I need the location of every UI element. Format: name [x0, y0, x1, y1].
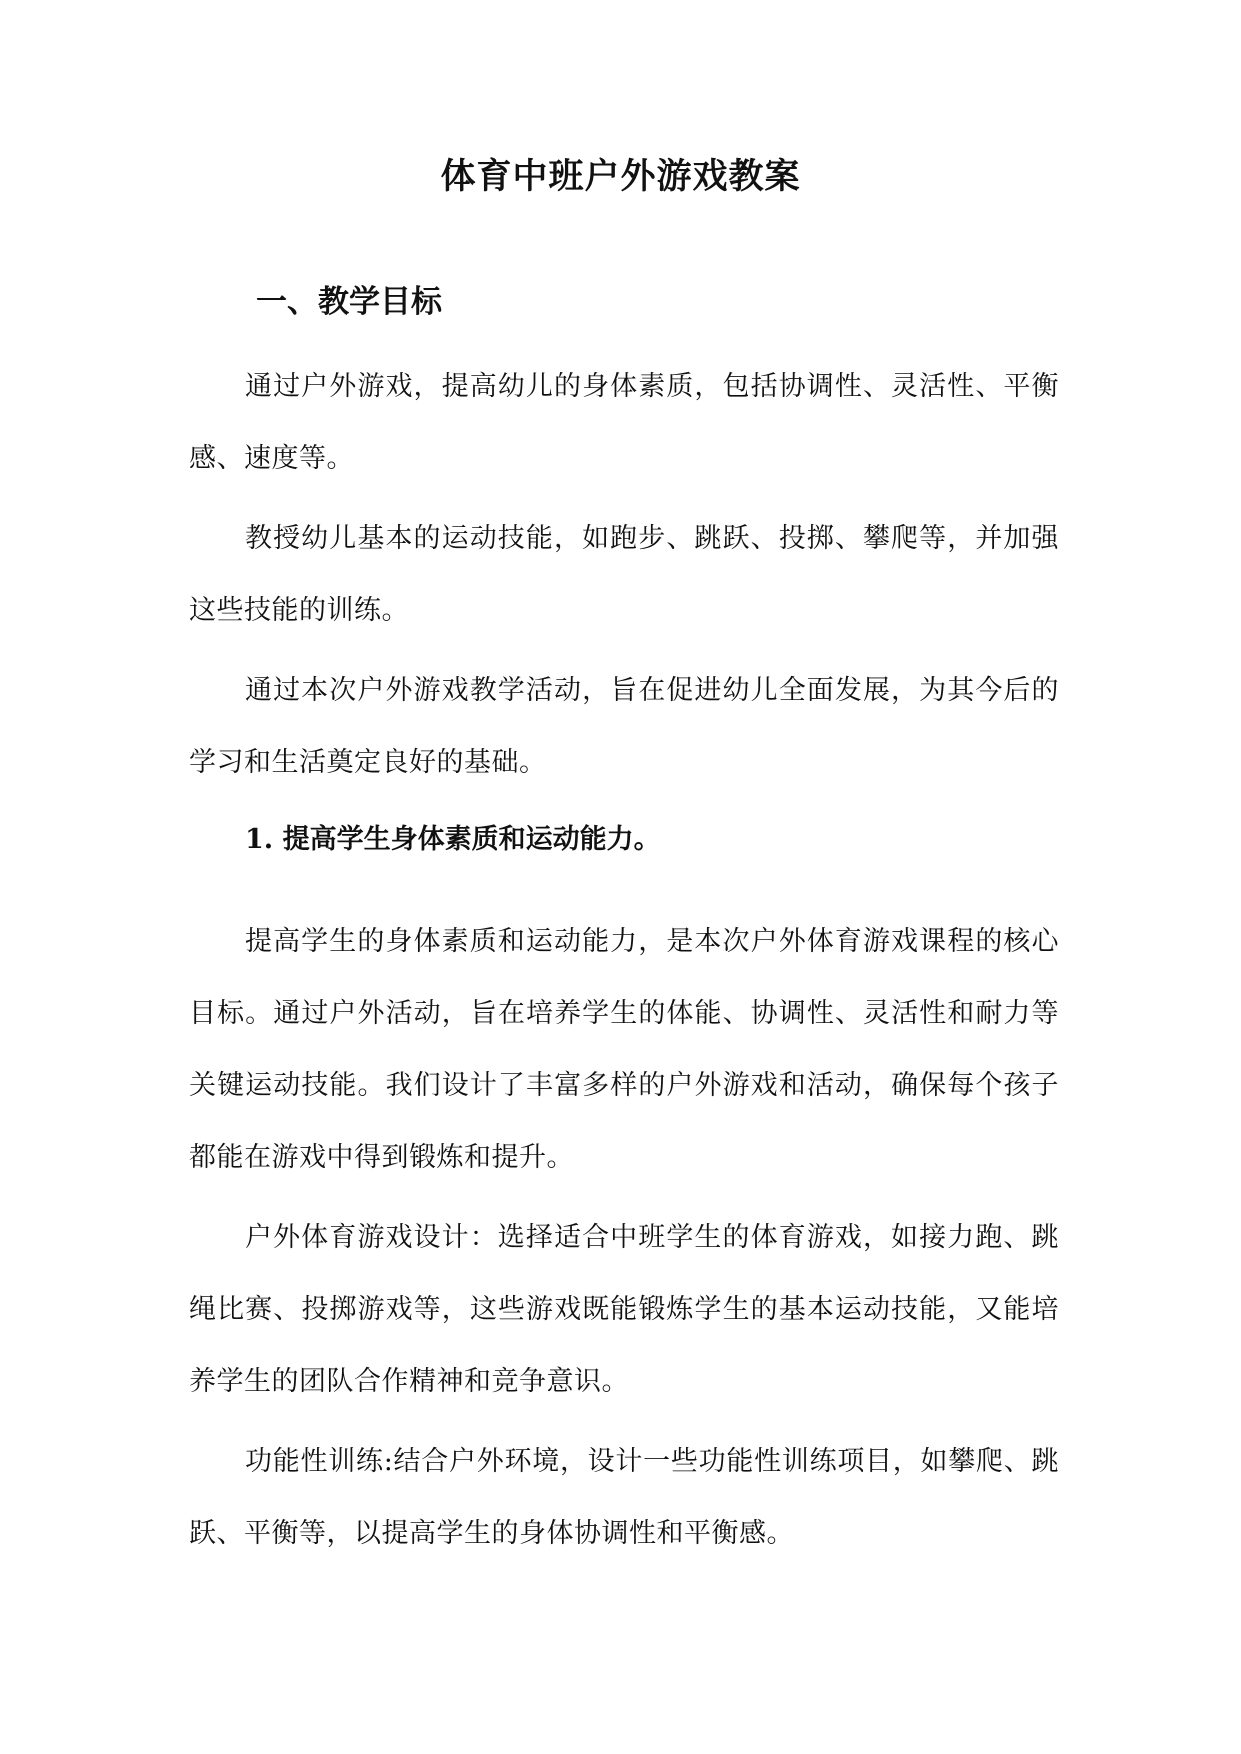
paragraph-motor-skills: 教授幼儿基本的运动技能，如跑步、跳跃、投掷、攀爬等，并加强这些技能的训练。 — [189, 523, 1059, 626]
paragraph-physical-quality: 通过户外游戏，提高幼儿的身体素质，包括协调性、灵活性、平衡感、速度等。 — [189, 371, 1059, 474]
subsection-heading-improve-fitness: 1. 提高学生身体素质和运动能力。 — [245, 824, 661, 855]
paragraph-functional-training: 功能性训练:结合户外环境，设计一些功能性训练项目，如攀爬、跳跃、平衡等，以提高学生的身体协调性和平衡感。 — [189, 1446, 1059, 1549]
paragraph-core-goal: 提高学生的身体素质和运动能力，是本次户外体育游戏课程的核心目标。通过户外活动，旨在培养学生的体能、协调性、灵活性和耐力等关键运动技能。我们设计了丰富多样的户外游戏和活动，确保每个孩子都能在游戏中得到锻炼和提升。 — [189, 926, 1059, 1173]
document-title: 体育中班户外游戏教案 — [440, 156, 801, 197]
paragraph-overall-development: 通过本次户外游戏教学活动，旨在促进幼儿全面发展，为其今后的学习和生活奠定良好的基础。 — [189, 675, 1059, 778]
section-heading-teaching-goals: 一、教学目标 — [256, 284, 442, 320]
paragraph-game-design: 户外体育游戏设计：选择适合中班学生的体育游戏，如接力跑、跳绳比赛、投掷游戏等，这些游戏既能锻炼学生的基本运动技能，又能培养学生的团队合作精神和竞争意识。 — [189, 1222, 1059, 1397]
